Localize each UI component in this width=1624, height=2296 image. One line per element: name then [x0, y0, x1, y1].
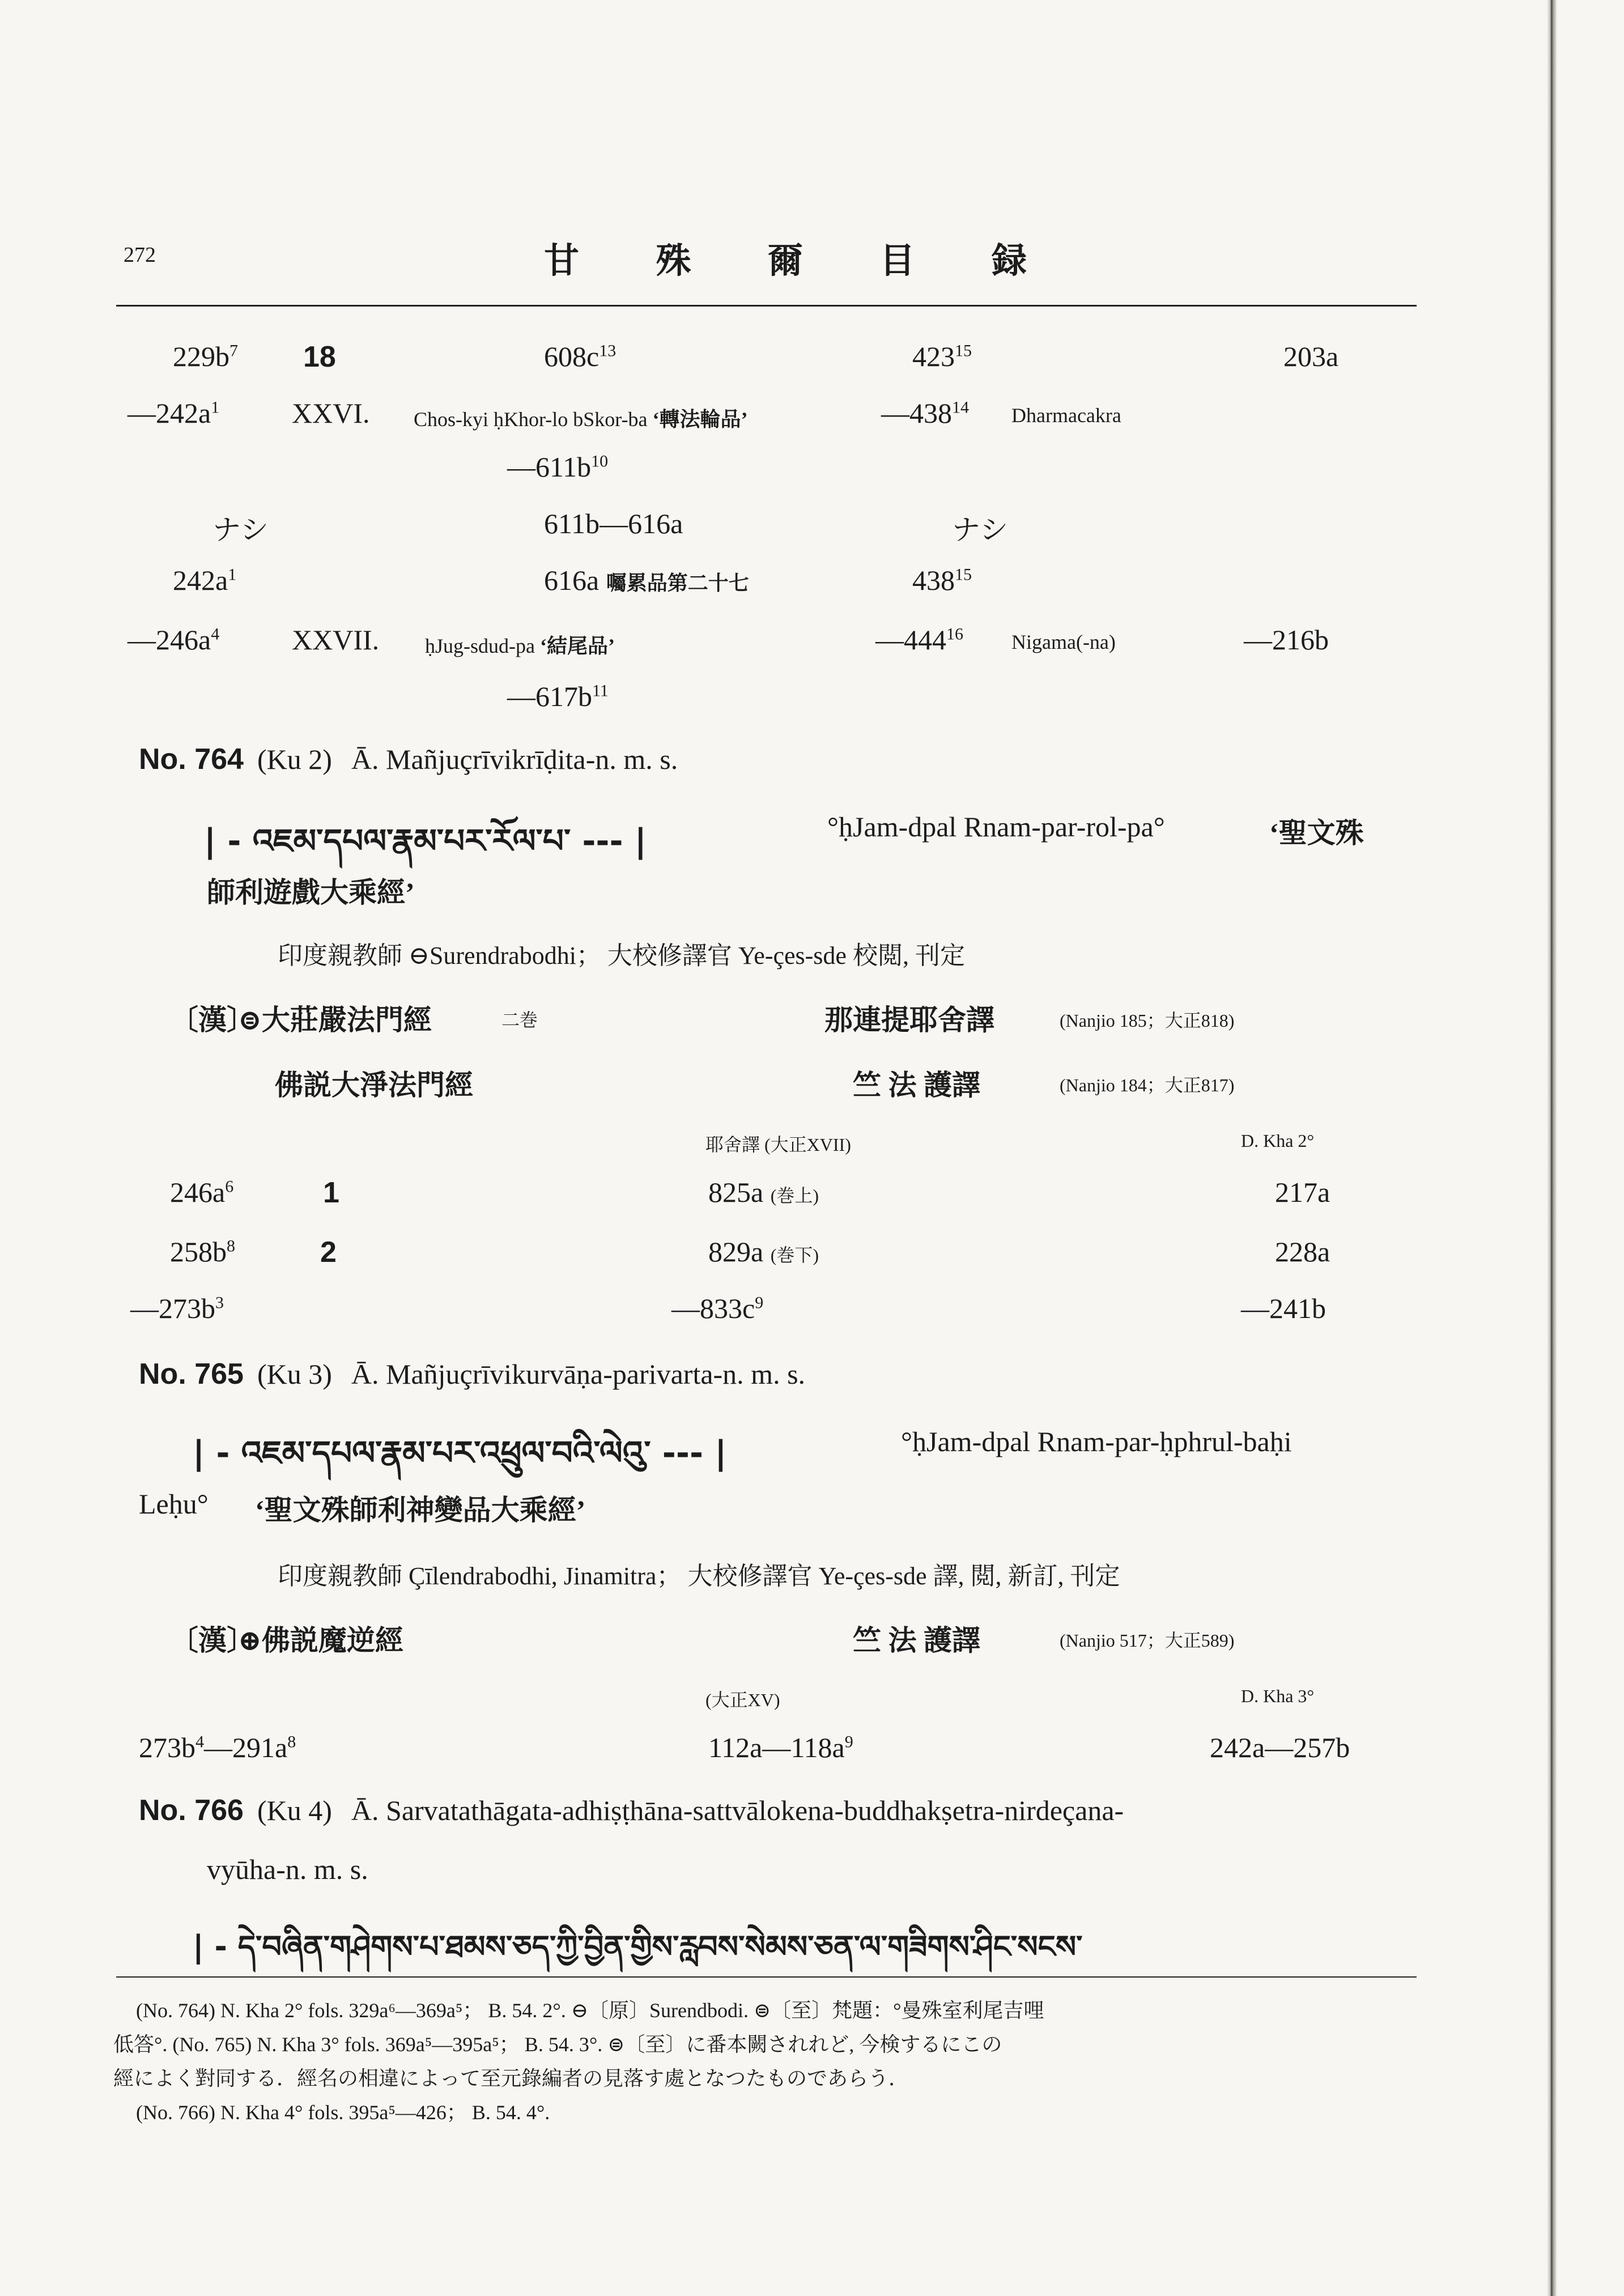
table-cell: 825a (巻上)	[708, 1176, 819, 1208]
romanized-title: °ḥJam-dpal Rnam-par-ḥphrul-baḥi	[901, 1426, 1292, 1457]
table-cell: 829a (巻下)	[708, 1236, 819, 1268]
han-translator-2: 竺 法 護譯	[853, 1069, 980, 1101]
footnote-line: 低答°. (No. 765) N. Kha 3° fols. 369a⁵—395a⁵； B. 54. 3°. ⊜〔至〕に番本闕されれど, 今検するにこの	[113, 2033, 1002, 2056]
running-title: 甘 殊 爾 目 録	[544, 242, 1061, 280]
header-rule	[116, 305, 1417, 307]
tibetan-title: | - འཇམ་དཔལ་རྣམ་པར་རོལ་པ་ --- |	[204, 822, 647, 860]
han-reference-2: (Nanjio 184；大正817)	[1060, 1075, 1235, 1095]
column-head-mid: (大正XV)	[705, 1690, 780, 1710]
table-cell: $112a—118a^9$	[708, 1732, 853, 1763]
table-cell: XXVI.	[292, 397, 370, 429]
column-head-mid: 耶舍譯 (大正XVII)	[705, 1134, 851, 1155]
han-label: 〔漢〕	[170, 1625, 255, 1656]
table-cell: 228a	[1275, 1236, 1330, 1268]
page-edge-shadow	[1547, 0, 1557, 2296]
table-cell: 1	[323, 1176, 339, 1209]
table-cell: $246a^6$	[170, 1176, 234, 1208]
footnote-line: (No. 766) N. Kha 4° fols. 395a⁵—426； B. 54. 4°.	[136, 2101, 550, 2124]
chinese-title: ‘聖文殊	[1269, 817, 1364, 849]
table-cell: 203a	[1283, 341, 1339, 372]
entry-title-cont: vyūha-n. m. s.	[207, 1853, 368, 1885]
table-cell: $—833c^9$	[671, 1292, 764, 1324]
footnote-rule	[116, 1976, 1417, 1978]
han-label: 〔漢〕	[170, 1004, 255, 1036]
table-cell: Chos-kyi ḥKhor-lo bSkor-ba ‘轉法輪品’	[414, 408, 748, 431]
han-reference-1: (Nanjio 185；大正818)	[1060, 1010, 1235, 1031]
han-title-1: ⊜大莊嚴法門經	[238, 1004, 432, 1036]
han-translator-1: 竺 法 護譯	[853, 1625, 980, 1656]
table-cell: 2	[320, 1236, 337, 1269]
table-cell: ナシ	[952, 514, 1008, 546]
table-cell: Nigama(-na)	[1011, 631, 1116, 653]
column-head-right: D. Kha 3°	[1241, 1686, 1315, 1706]
tibetan-title: | - དེ་བཞིན་གཤེགས་པ་ཐམས་ཅད་ཀྱི་བྱིན་གྱིས་རླབས་སེམས་ཅན་ལ་གཟིགས་ཤིང་སངས་	[193, 1929, 1083, 1965]
table-cell: $—242a^1$	[127, 397, 220, 429]
table-cell: XXVII.	[292, 624, 380, 656]
table-cell: ḥJug-sdud-pa ‘結尾品’	[425, 635, 615, 657]
han-translator-1: 那連提耶舍譯	[824, 1004, 994, 1036]
table-cell: ナシ	[212, 514, 269, 546]
romanized-title-cont: Leḥu°	[139, 1488, 209, 1520]
column-head-right: D. Kha 2°	[1241, 1130, 1315, 1151]
table-cell: $229b^7$	[173, 341, 238, 372]
table-cell: 217a	[1275, 1176, 1330, 1208]
table-cell: 611b—616a	[544, 508, 683, 539]
entry-heading: No. 765 (Ku 3) Ā. Mañjuçrīvikurvāṇa-parivarta-n. m. s.	[139, 1358, 806, 1391]
footnote-line: (No. 764) N. Kha 2° fols. 329a⁶—369a⁵； B. 54. 2°. ⊖〔原〕Surendbodi. ⊜〔至〕梵題：°曼殊室利尾吉哩	[136, 1999, 1044, 2022]
han-reference-1: (Nanjio 517；大正589)	[1060, 1630, 1235, 1651]
table-cell: 616a 囑累品第二十七	[544, 564, 749, 596]
table-cell: $608c^{13}$	[544, 341, 617, 372]
table-cell: $—438^{14}$	[881, 397, 969, 429]
chinese-title: ‘聖文殊師利神變品大乘經’	[255, 1494, 586, 1526]
table-cell: $—444^{16}$	[875, 624, 963, 656]
table-cell: $—617b^{11}$	[507, 681, 609, 712]
table-cell: 242a—257b	[1210, 1732, 1350, 1763]
tibetan-title: | - འཇམ་དཔལ་རྣམ་པར་འཕྲུལ་བའི་ལེའུ་ --- |	[193, 1434, 727, 1472]
table-cell: $—611b^{10}$	[507, 451, 609, 483]
han-title-2: 佛説大淨法門經	[275, 1069, 473, 1101]
table-cell: 18	[303, 341, 336, 373]
chinese-title-cont: 師利遊戲大乘經’	[207, 877, 415, 908]
romanized-title: °ḥJam-dpal Rnam-par-rol-pa°	[827, 811, 1165, 843]
table-cell: —216b	[1244, 624, 1329, 656]
translators: 印度親教師 ⊖Surendrabodhi； 大校修譯官 Ye-çes-sde 校閲, 刊定	[278, 942, 965, 970]
page-number: 272	[124, 243, 156, 267]
translators: 印度親教師 Çīlendrabodhi, Jinamitra； 大校修譯官 Ye-çes-sde 譯, 閲, 新訂, 刊定	[278, 1562, 1120, 1590]
table-cell: $—273b^3$	[130, 1292, 224, 1324]
han-volumes: 二巻	[501, 1010, 538, 1030]
table-cell: $242a^1$	[173, 564, 237, 596]
entry-heading: No. 766 (Ku 4) Ā. Sarvatathāgata-adhiṣṭhāna-sattvālokena-buddhakṣetra-nirdeçana-	[139, 1794, 1124, 1827]
table-cell: Dharmacakra	[1011, 404, 1121, 427]
table-cell: $258b^8$	[170, 1236, 235, 1268]
table-cell: $—246a^4$	[127, 624, 220, 656]
entry-heading: No. 764 (Ku 2) Ā. Mañjuçrīvikrīḍita-n. m. s.	[139, 743, 678, 776]
footnote-line: 經によく對同する．經名の相違によって至元錄編者の見落す處となつたものであらう．	[113, 2067, 909, 2090]
han-title-1: ⊕佛説魔逆經	[238, 1625, 403, 1656]
table-cell: $273b^4—291a^8$	[139, 1732, 296, 1763]
table-cell: —241b	[1241, 1292, 1326, 1324]
table-cell: $438^{15}$	[912, 564, 972, 596]
table-cell: $423^{15}$	[912, 341, 972, 372]
